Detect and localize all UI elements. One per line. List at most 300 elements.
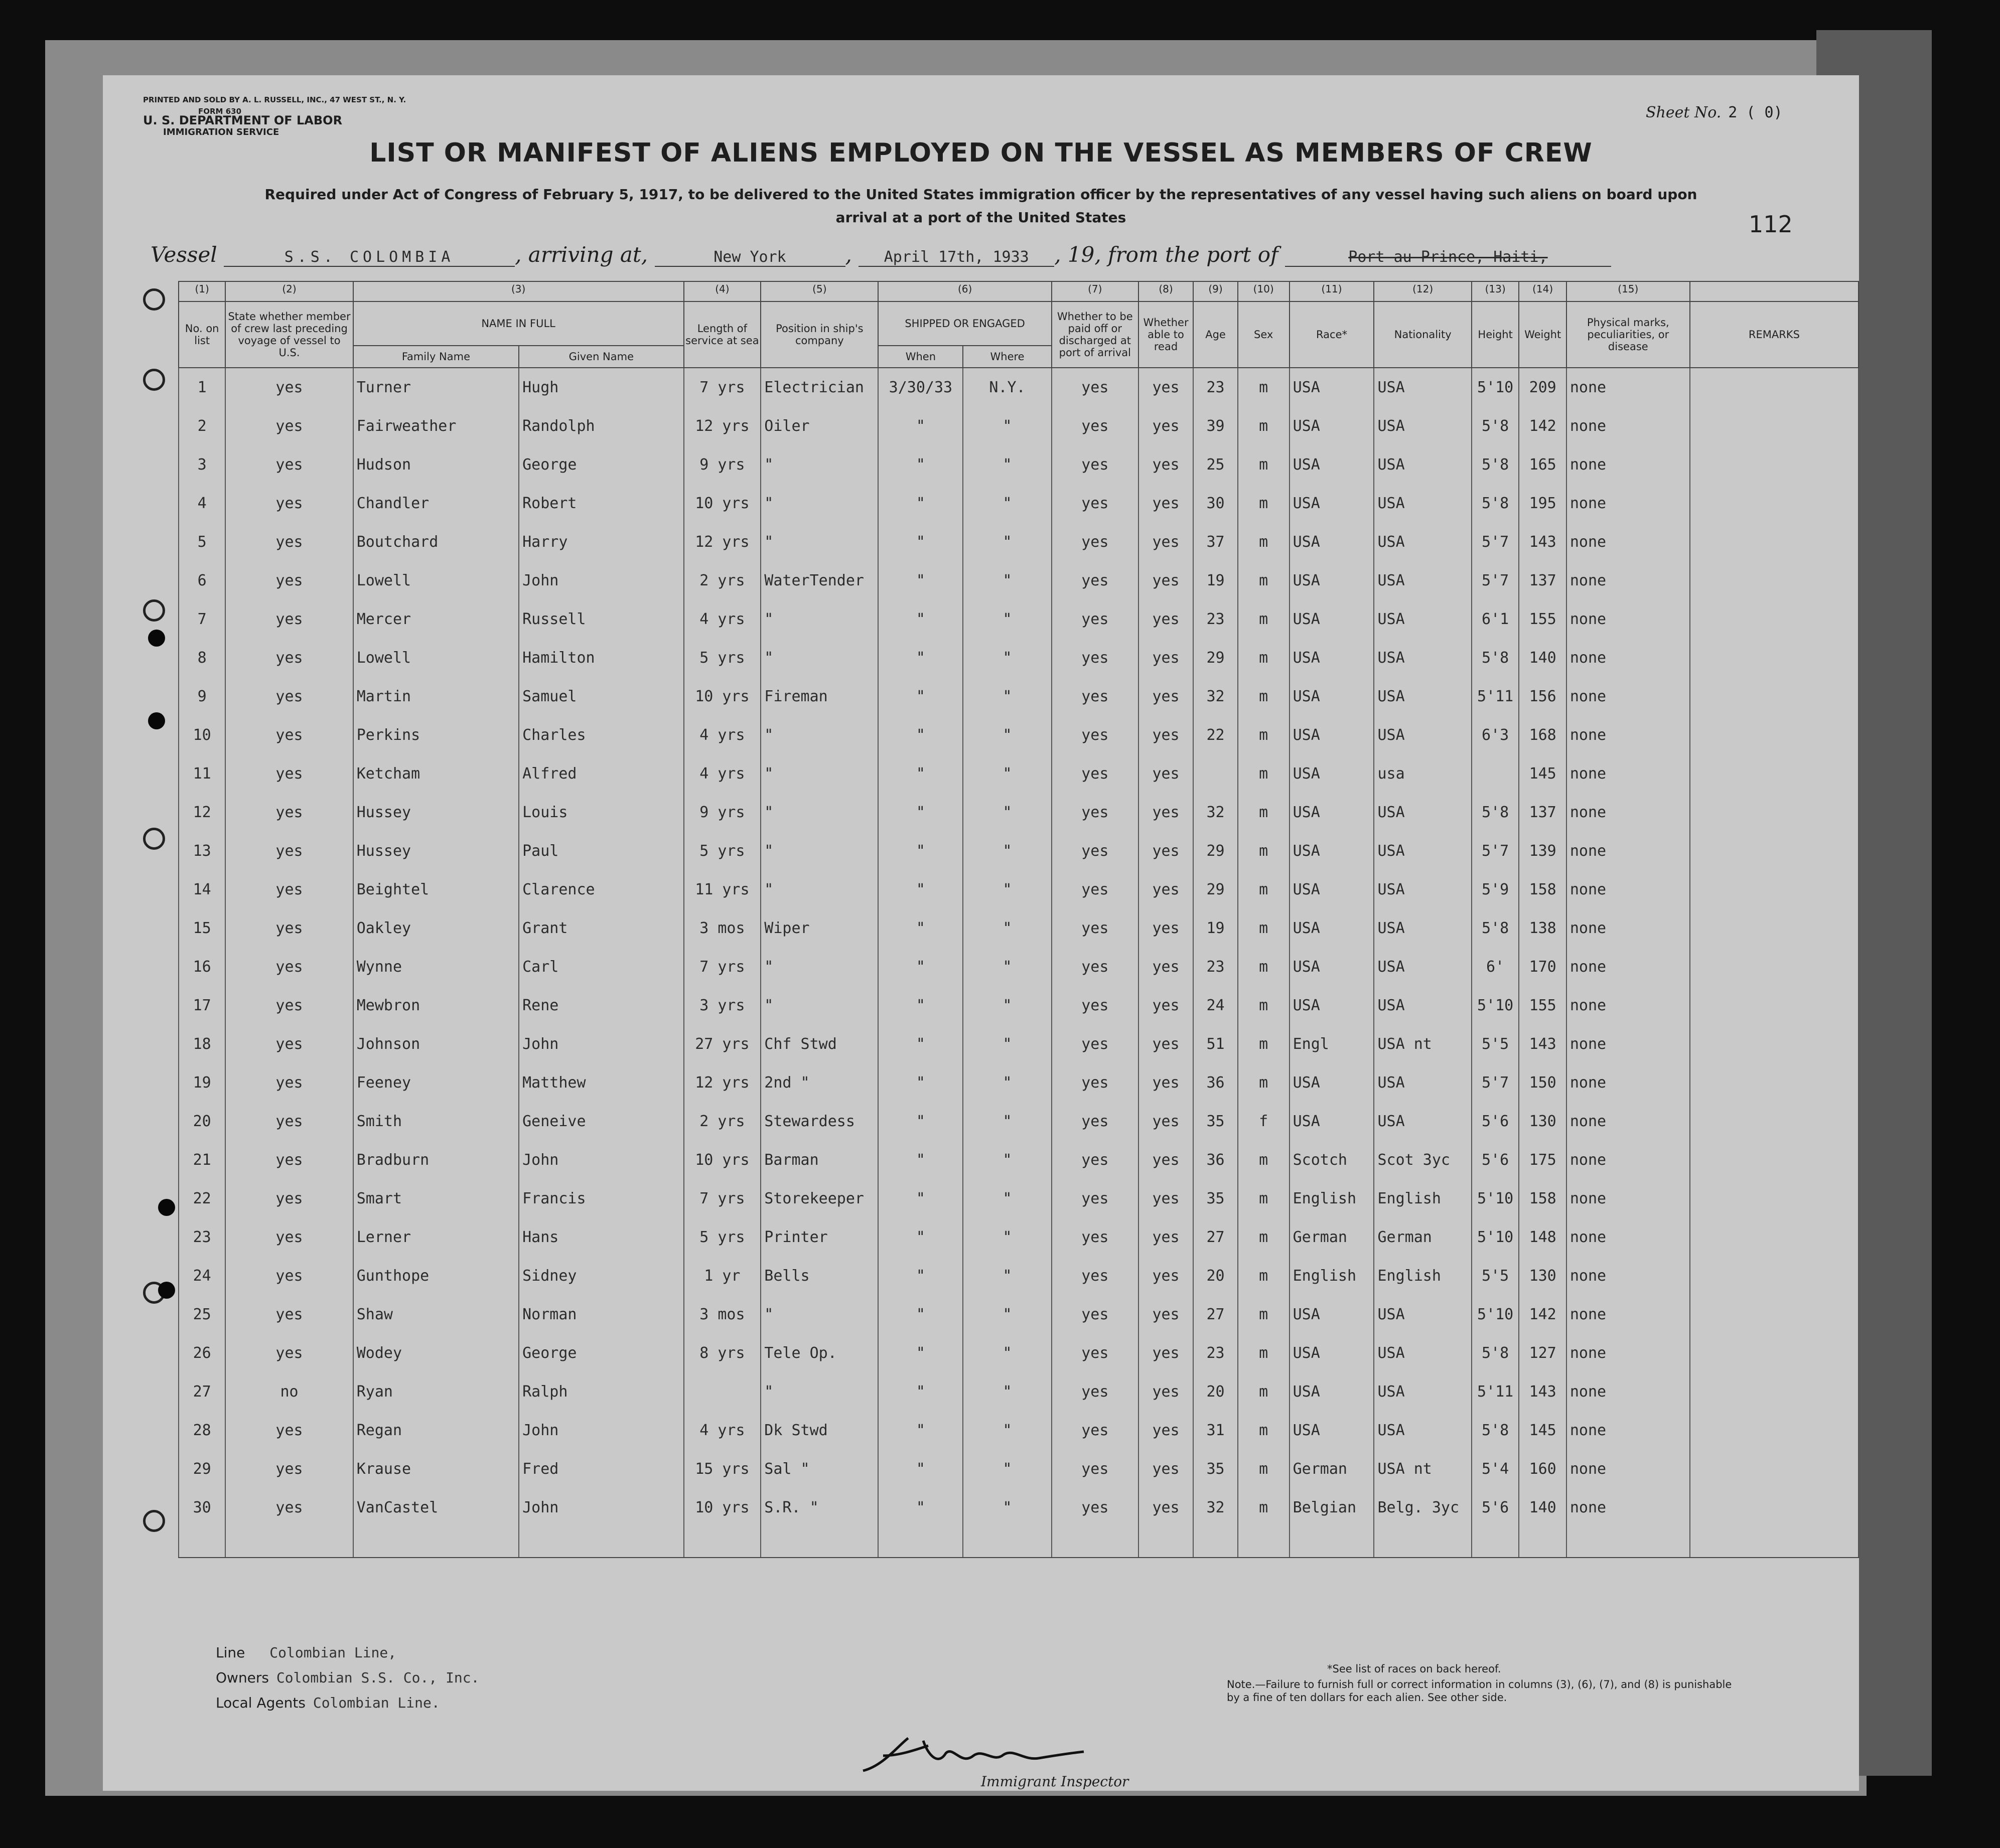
- table-cell: Bells: [761, 1257, 878, 1295]
- table-cell: none: [1566, 948, 1690, 986]
- table-cell: 142: [1519, 407, 1566, 445]
- table-cell: 8: [179, 639, 225, 677]
- table-cell: yes: [225, 639, 353, 677]
- table-cell: yes: [1138, 368, 1193, 407]
- table-row: [179, 1372, 1859, 1411]
- table-cell: Hussey: [353, 793, 519, 832]
- table-cell: USA: [1374, 1334, 1471, 1372]
- table-cell: 5'11: [1472, 677, 1519, 716]
- table-cell: Hussey: [353, 832, 519, 870]
- table-cell: 24: [179, 1257, 225, 1295]
- table-cell: USA: [1374, 1295, 1471, 1334]
- table-cell: ": [963, 1218, 1051, 1257]
- table-cell: WaterTender: [761, 561, 878, 600]
- table-cell: 142: [1519, 1295, 1566, 1334]
- table-cell: yes: [225, 1334, 353, 1372]
- remarks-cell: [1690, 639, 1859, 677]
- table-cell: USA: [1374, 1411, 1471, 1450]
- table-cell: 20: [1193, 1257, 1238, 1295]
- table-cell: yes: [1138, 1257, 1193, 1295]
- table-cell: 5'4: [1472, 1450, 1519, 1488]
- table-cell: ": [878, 677, 963, 716]
- table-cell: USA: [1374, 716, 1471, 754]
- table-cell: 25: [179, 1295, 225, 1334]
- table-cell: 4 yrs: [684, 716, 761, 754]
- table-cell: ": [963, 1179, 1051, 1218]
- remarks-cell: [1690, 1257, 1859, 1295]
- table-cell: ": [963, 1102, 1051, 1141]
- table-row: [179, 1218, 1859, 1257]
- table-cell: m: [1238, 407, 1290, 445]
- table-cell: 2nd ": [761, 1063, 878, 1102]
- table-cell: 7: [179, 600, 225, 639]
- table-cell: 150: [1519, 1063, 1566, 1102]
- table-cell: ": [761, 1372, 878, 1411]
- header-height: Height: [1472, 301, 1519, 368]
- table-cell: ": [761, 639, 878, 677]
- table-cell: 37: [1193, 523, 1238, 561]
- table-cell: yes: [225, 523, 353, 561]
- vessel-label: Vessel: [151, 242, 217, 267]
- table-row: [179, 909, 1859, 948]
- table-cell: 5'8: [1472, 1334, 1519, 1372]
- remarks-cell: [1690, 1411, 1859, 1450]
- table-cell: 5'6: [1472, 1102, 1519, 1141]
- remarks-cell: [1690, 870, 1859, 909]
- header-position: Position in ship's company: [761, 301, 878, 368]
- table-cell: 30: [1193, 484, 1238, 523]
- table-row: [179, 600, 1859, 639]
- table-cell: 18: [179, 1025, 225, 1063]
- table-cell: 29: [179, 1450, 225, 1488]
- table-row: [179, 484, 1859, 523]
- table-cell: yes: [1138, 1218, 1193, 1257]
- table-cell: Alfred: [519, 754, 683, 793]
- table-cell: ": [963, 445, 1051, 484]
- table-cell: yes: [1138, 754, 1193, 793]
- table-cell: 158: [1519, 870, 1566, 909]
- table-cell: none: [1566, 368, 1690, 407]
- column-number-row: [179, 281, 1859, 301]
- remarks-cell: [1690, 445, 1859, 484]
- table-cell: none: [1566, 1372, 1690, 1411]
- remarks-cell: [1690, 1372, 1859, 1411]
- table-cell: 143: [1519, 1025, 1566, 1063]
- table-cell: 3 mos: [684, 1295, 761, 1334]
- table-cell: 5'8: [1472, 909, 1519, 948]
- table-cell: Samuel: [519, 677, 683, 716]
- table-cell: yes: [225, 1411, 353, 1450]
- form-subtitle: Required under Act of Congress of February 5, 1917, to be delivered to the United States immigration officer by the representatives of any vessel having such aliens on board upon arrival at a port of the United States: [264, 186, 1697, 226]
- table-cell: 51: [1193, 1025, 1238, 1063]
- table-cell: yes: [225, 445, 353, 484]
- table-cell: Mercer: [353, 600, 519, 639]
- table-cell: [684, 1372, 761, 1411]
- remarks-cell: [1690, 986, 1859, 1025]
- table-cell: ": [963, 793, 1051, 832]
- table-cell: yes: [225, 1141, 353, 1179]
- table-cell: Paul: [519, 832, 683, 870]
- table-cell: John: [519, 561, 683, 600]
- col-num-6: (6): [878, 281, 1051, 301]
- table-cell: yes: [1138, 1450, 1193, 1488]
- table-row: [179, 986, 1859, 1025]
- table-cell: 23: [179, 1218, 225, 1257]
- table-cell: yes: [1052, 368, 1138, 407]
- table-cell: 140: [1519, 1488, 1566, 1527]
- table-cell: yes: [225, 1257, 353, 1295]
- table-cell: 27 yrs: [684, 1025, 761, 1063]
- table-cell: 23: [1193, 948, 1238, 986]
- table-cell: Martin: [353, 677, 519, 716]
- header-paid-off: Whether to be paid off or discharged at port of arrival: [1052, 301, 1138, 368]
- sheet-number-value: 2 ( 0): [1728, 104, 1783, 121]
- table-cell: ": [878, 1218, 963, 1257]
- table-cell: m: [1238, 523, 1290, 561]
- table-cell: 7 yrs: [684, 948, 761, 986]
- table-cell: 29: [1193, 832, 1238, 870]
- table-cell: 15 yrs: [684, 1450, 761, 1488]
- remarks-cell: [1690, 909, 1859, 948]
- table-cell: Louis: [519, 793, 683, 832]
- table-cell: English: [1290, 1179, 1374, 1218]
- table-cell: 3/30/33: [878, 368, 963, 407]
- table-cell: m: [1238, 1257, 1290, 1295]
- table-cell: Smart: [353, 1179, 519, 1218]
- remarks-cell: [1690, 716, 1859, 754]
- col-num-13: (13): [1472, 281, 1519, 301]
- owners-label: Owners: [216, 1669, 269, 1686]
- table-cell: yes: [1052, 948, 1138, 986]
- table-cell: ": [761, 1295, 878, 1334]
- line-field: [216, 1644, 396, 1661]
- col-num-2: (2): [225, 281, 353, 301]
- remarks-cell: [1690, 677, 1859, 716]
- table-cell: Sal ": [761, 1450, 878, 1488]
- table-cell: ": [878, 639, 963, 677]
- table-cell: none: [1566, 639, 1690, 677]
- table-cell: USA: [1374, 368, 1471, 407]
- table-cell: Ryan: [353, 1372, 519, 1411]
- table-cell: 5'10: [1472, 368, 1519, 407]
- table-cell: none: [1566, 600, 1690, 639]
- table-cell: ": [761, 754, 878, 793]
- remarks-cell: [1690, 754, 1859, 793]
- table-cell: yes: [225, 1025, 353, 1063]
- table-cell: Engl: [1290, 1025, 1374, 1063]
- blank-cell: [1519, 1527, 1566, 1558]
- table-cell: ": [878, 793, 963, 832]
- punch-hole: [143, 1510, 165, 1532]
- header-read: Whether able to read: [1138, 301, 1193, 368]
- remarks-cell: [1690, 1334, 1859, 1372]
- table-cell: yes: [225, 754, 353, 793]
- table-row: [179, 1334, 1859, 1372]
- table-cell: 8 yrs: [684, 1334, 761, 1372]
- table-row: [179, 870, 1859, 909]
- table-cell: yes: [1052, 1063, 1138, 1102]
- table-cell: USA: [1290, 368, 1374, 407]
- table-cell: USA: [1290, 407, 1374, 445]
- table-cell: yes: [1138, 484, 1193, 523]
- table-row: [179, 1411, 1859, 1450]
- remarks-cell: [1690, 1488, 1859, 1527]
- table-cell: none: [1566, 677, 1690, 716]
- table-cell: 168: [1519, 716, 1566, 754]
- table-cell: ": [878, 1025, 963, 1063]
- table-cell: USA: [1290, 445, 1374, 484]
- col-num-9: (9): [1193, 281, 1238, 301]
- table-cell: none: [1566, 1450, 1690, 1488]
- table-cell: Fairweather: [353, 407, 519, 445]
- table-cell: 35: [1193, 1102, 1238, 1141]
- table-row: [179, 561, 1859, 600]
- table-cell: yes: [1138, 986, 1193, 1025]
- table-cell: ": [963, 1334, 1051, 1372]
- table-cell: yes: [1138, 600, 1193, 639]
- header-age: Age: [1193, 301, 1238, 368]
- table-cell: 138: [1519, 909, 1566, 948]
- table-cell: Wodey: [353, 1334, 519, 1372]
- table-row: [179, 1450, 1859, 1488]
- remarks-cell: [1690, 1179, 1859, 1218]
- table-cell: m: [1238, 1488, 1290, 1527]
- table-cell: USA: [1290, 1295, 1374, 1334]
- table-cell: m: [1238, 677, 1290, 716]
- table-cell: 31: [1193, 1411, 1238, 1450]
- table-cell: m: [1238, 1334, 1290, 1372]
- table-cell: 5'8: [1472, 793, 1519, 832]
- table-cell: 160: [1519, 1450, 1566, 1488]
- table-cell: ": [963, 1063, 1051, 1102]
- table-cell: USA: [1374, 523, 1471, 561]
- column-title-row: [179, 301, 1859, 346]
- table-cell: ": [963, 1488, 1051, 1527]
- table-cell: Harry: [519, 523, 683, 561]
- table-cell: 23: [1193, 1334, 1238, 1372]
- table-row: [179, 1179, 1859, 1218]
- table-cell: 11: [179, 754, 225, 793]
- table-cell: 36: [1193, 1063, 1238, 1102]
- remarks-cell: [1690, 832, 1859, 870]
- table-cell: Shaw: [353, 1295, 519, 1334]
- table-cell: no: [225, 1372, 353, 1411]
- table-cell: USA: [1374, 1063, 1471, 1102]
- table-cell: Chf Stwd: [761, 1025, 878, 1063]
- table-cell: yes: [225, 870, 353, 909]
- table-cell: none: [1566, 1257, 1690, 1295]
- table-cell: 195: [1519, 484, 1566, 523]
- table-cell: ": [963, 909, 1051, 948]
- table-cell: Randolph: [519, 407, 683, 445]
- table-cell: VanCastel: [353, 1488, 519, 1527]
- table-cell: 12 yrs: [684, 523, 761, 561]
- line-value: Colombian Line,: [269, 1644, 397, 1661]
- blank-cell: [225, 1527, 353, 1558]
- table-cell: yes: [1138, 1334, 1193, 1372]
- table-cell: ": [963, 870, 1051, 909]
- table-cell: ": [878, 1334, 963, 1372]
- table-cell: yes: [1052, 716, 1138, 754]
- table-cell: 12: [179, 793, 225, 832]
- table-cell: 5'11: [1472, 1372, 1519, 1411]
- table-cell: 39: [1193, 407, 1238, 445]
- table-cell: 24: [1193, 986, 1238, 1025]
- table-cell: yes: [1138, 1488, 1193, 1527]
- table-cell: 30: [179, 1488, 225, 1527]
- table-cell: USA: [1374, 1372, 1471, 1411]
- remarks-cell: [1690, 1102, 1859, 1141]
- table-cell: m: [1238, 832, 1290, 870]
- table-cell: m: [1238, 1179, 1290, 1218]
- table-cell: USA: [1290, 1334, 1374, 1372]
- remarks-cell: [1690, 1295, 1859, 1334]
- table-cell: 5'7: [1472, 832, 1519, 870]
- table-cell: 175: [1519, 1141, 1566, 1179]
- table-cell: none: [1566, 1063, 1690, 1102]
- table-cell: yes: [1138, 677, 1193, 716]
- table-cell: ": [878, 1488, 963, 1527]
- table-cell: m: [1238, 445, 1290, 484]
- table-cell: yes: [1052, 870, 1138, 909]
- page-number: 112: [1749, 211, 1793, 238]
- col-num-10: (10): [1238, 281, 1290, 301]
- table-cell: m: [1238, 716, 1290, 754]
- table-cell: m: [1238, 600, 1290, 639]
- table-cell: 2 yrs: [684, 1102, 761, 1141]
- table-cell: yes: [225, 1063, 353, 1102]
- header-no: No. on list: [179, 301, 225, 368]
- table-cell: USA: [1290, 870, 1374, 909]
- table-cell: f: [1238, 1102, 1290, 1141]
- table-row: [179, 368, 1859, 407]
- table-cell: 6': [1472, 948, 1519, 986]
- table-cell: yes: [1138, 561, 1193, 600]
- table-cell: none: [1566, 1334, 1690, 1372]
- table-cell: 19: [1193, 561, 1238, 600]
- table-cell: USA: [1290, 600, 1374, 639]
- table-cell: Wiper: [761, 909, 878, 948]
- table-cell: USA: [1374, 561, 1471, 600]
- table-cell: yes: [1138, 1411, 1193, 1450]
- table-cell: George: [519, 1334, 683, 1372]
- department: U. S. DEPARTMENT OF LABOR: [143, 113, 343, 127]
- table-cell: ": [963, 1295, 1051, 1334]
- table-cell: ": [761, 484, 878, 523]
- table-cell: ": [878, 1257, 963, 1295]
- table-cell: ": [878, 1295, 963, 1334]
- remarks-cell: [1690, 1218, 1859, 1257]
- table-cell: m: [1238, 1218, 1290, 1257]
- table-cell: 26: [179, 1334, 225, 1372]
- table-cell: 32: [1193, 677, 1238, 716]
- sheet-number: [1646, 104, 1783, 121]
- table-cell: ": [878, 1141, 963, 1179]
- table-cell: yes: [1138, 445, 1193, 484]
- table-cell: 23: [1193, 600, 1238, 639]
- crew-table: [178, 281, 1859, 1558]
- inspector-label: Immigrant Inspector: [981, 1773, 1129, 1790]
- table-cell: Oakley: [353, 909, 519, 948]
- table-cell: USA: [1374, 909, 1471, 948]
- header-family-name: Family Name: [353, 346, 519, 368]
- blank-cell: [1690, 1527, 1859, 1558]
- remarks-cell: [1690, 407, 1859, 445]
- table-cell: Fred: [519, 1450, 683, 1488]
- punch-hole: [143, 369, 165, 391]
- table-cell: ": [878, 1450, 963, 1488]
- table-cell: George: [519, 445, 683, 484]
- table-cell: 7 yrs: [684, 368, 761, 407]
- table-cell: 20: [1193, 1372, 1238, 1411]
- header-remarks: REMARKS: [1690, 301, 1859, 368]
- table-cell: ": [963, 600, 1051, 639]
- table-cell: Ketcham: [353, 754, 519, 793]
- table-cell: Scot 3yc: [1374, 1141, 1471, 1179]
- table-cell: 29: [1193, 870, 1238, 909]
- table-cell: ": [963, 407, 1051, 445]
- table-cell: USA: [1290, 1372, 1374, 1411]
- table-cell: 5'5: [1472, 1257, 1519, 1295]
- table-row: [179, 639, 1859, 677]
- line-label: Line: [216, 1644, 245, 1661]
- table-cell: ": [761, 832, 878, 870]
- table-cell: none: [1566, 870, 1690, 909]
- table-cell: ": [963, 1450, 1051, 1488]
- table-cell: 27: [179, 1372, 225, 1411]
- remarks-cell: [1690, 948, 1859, 986]
- table-cell: 140: [1519, 639, 1566, 677]
- table-cell: Krause: [353, 1450, 519, 1488]
- table-cell: English: [1290, 1257, 1374, 1295]
- table-cell: Geneive: [519, 1102, 683, 1141]
- table-cell: 25: [1193, 445, 1238, 484]
- remarks-cell: [1690, 1025, 1859, 1063]
- table-cell: 5'9: [1472, 870, 1519, 909]
- table-cell: ": [963, 716, 1051, 754]
- punch-hole: [143, 828, 165, 850]
- table-cell: 145: [1519, 754, 1566, 793]
- table-cell: Tele Op.: [761, 1334, 878, 1372]
- remarks-cell: [1690, 1063, 1859, 1102]
- table-cell: m: [1238, 986, 1290, 1025]
- table-cell: USA: [1290, 484, 1374, 523]
- table-cell: Lowell: [353, 639, 519, 677]
- table-cell: ": [878, 754, 963, 793]
- table-cell: yes: [225, 986, 353, 1025]
- table-cell: 19: [1193, 909, 1238, 948]
- table-row: [179, 1295, 1859, 1334]
- table-cell: yes: [1052, 639, 1138, 677]
- table-cell: USA: [1374, 484, 1471, 523]
- table-cell: yes: [225, 716, 353, 754]
- table-cell: Printer: [761, 1218, 878, 1257]
- table-cell: m: [1238, 561, 1290, 600]
- table-cell: 5'10: [1472, 1179, 1519, 1218]
- agents-field: [216, 1695, 440, 1711]
- table-cell: 10 yrs: [684, 1141, 761, 1179]
- table-cell: ": [761, 986, 878, 1025]
- table-cell: m: [1238, 793, 1290, 832]
- remarks-cell: [1690, 368, 1859, 407]
- table-cell: 6: [179, 561, 225, 600]
- table-cell: 10 yrs: [684, 1488, 761, 1527]
- table-cell: Feeney: [353, 1063, 519, 1102]
- table-cell: ": [878, 523, 963, 561]
- table-row: [179, 445, 1859, 484]
- blank-cell: [1566, 1527, 1690, 1558]
- table-cell: yes: [1052, 1488, 1138, 1527]
